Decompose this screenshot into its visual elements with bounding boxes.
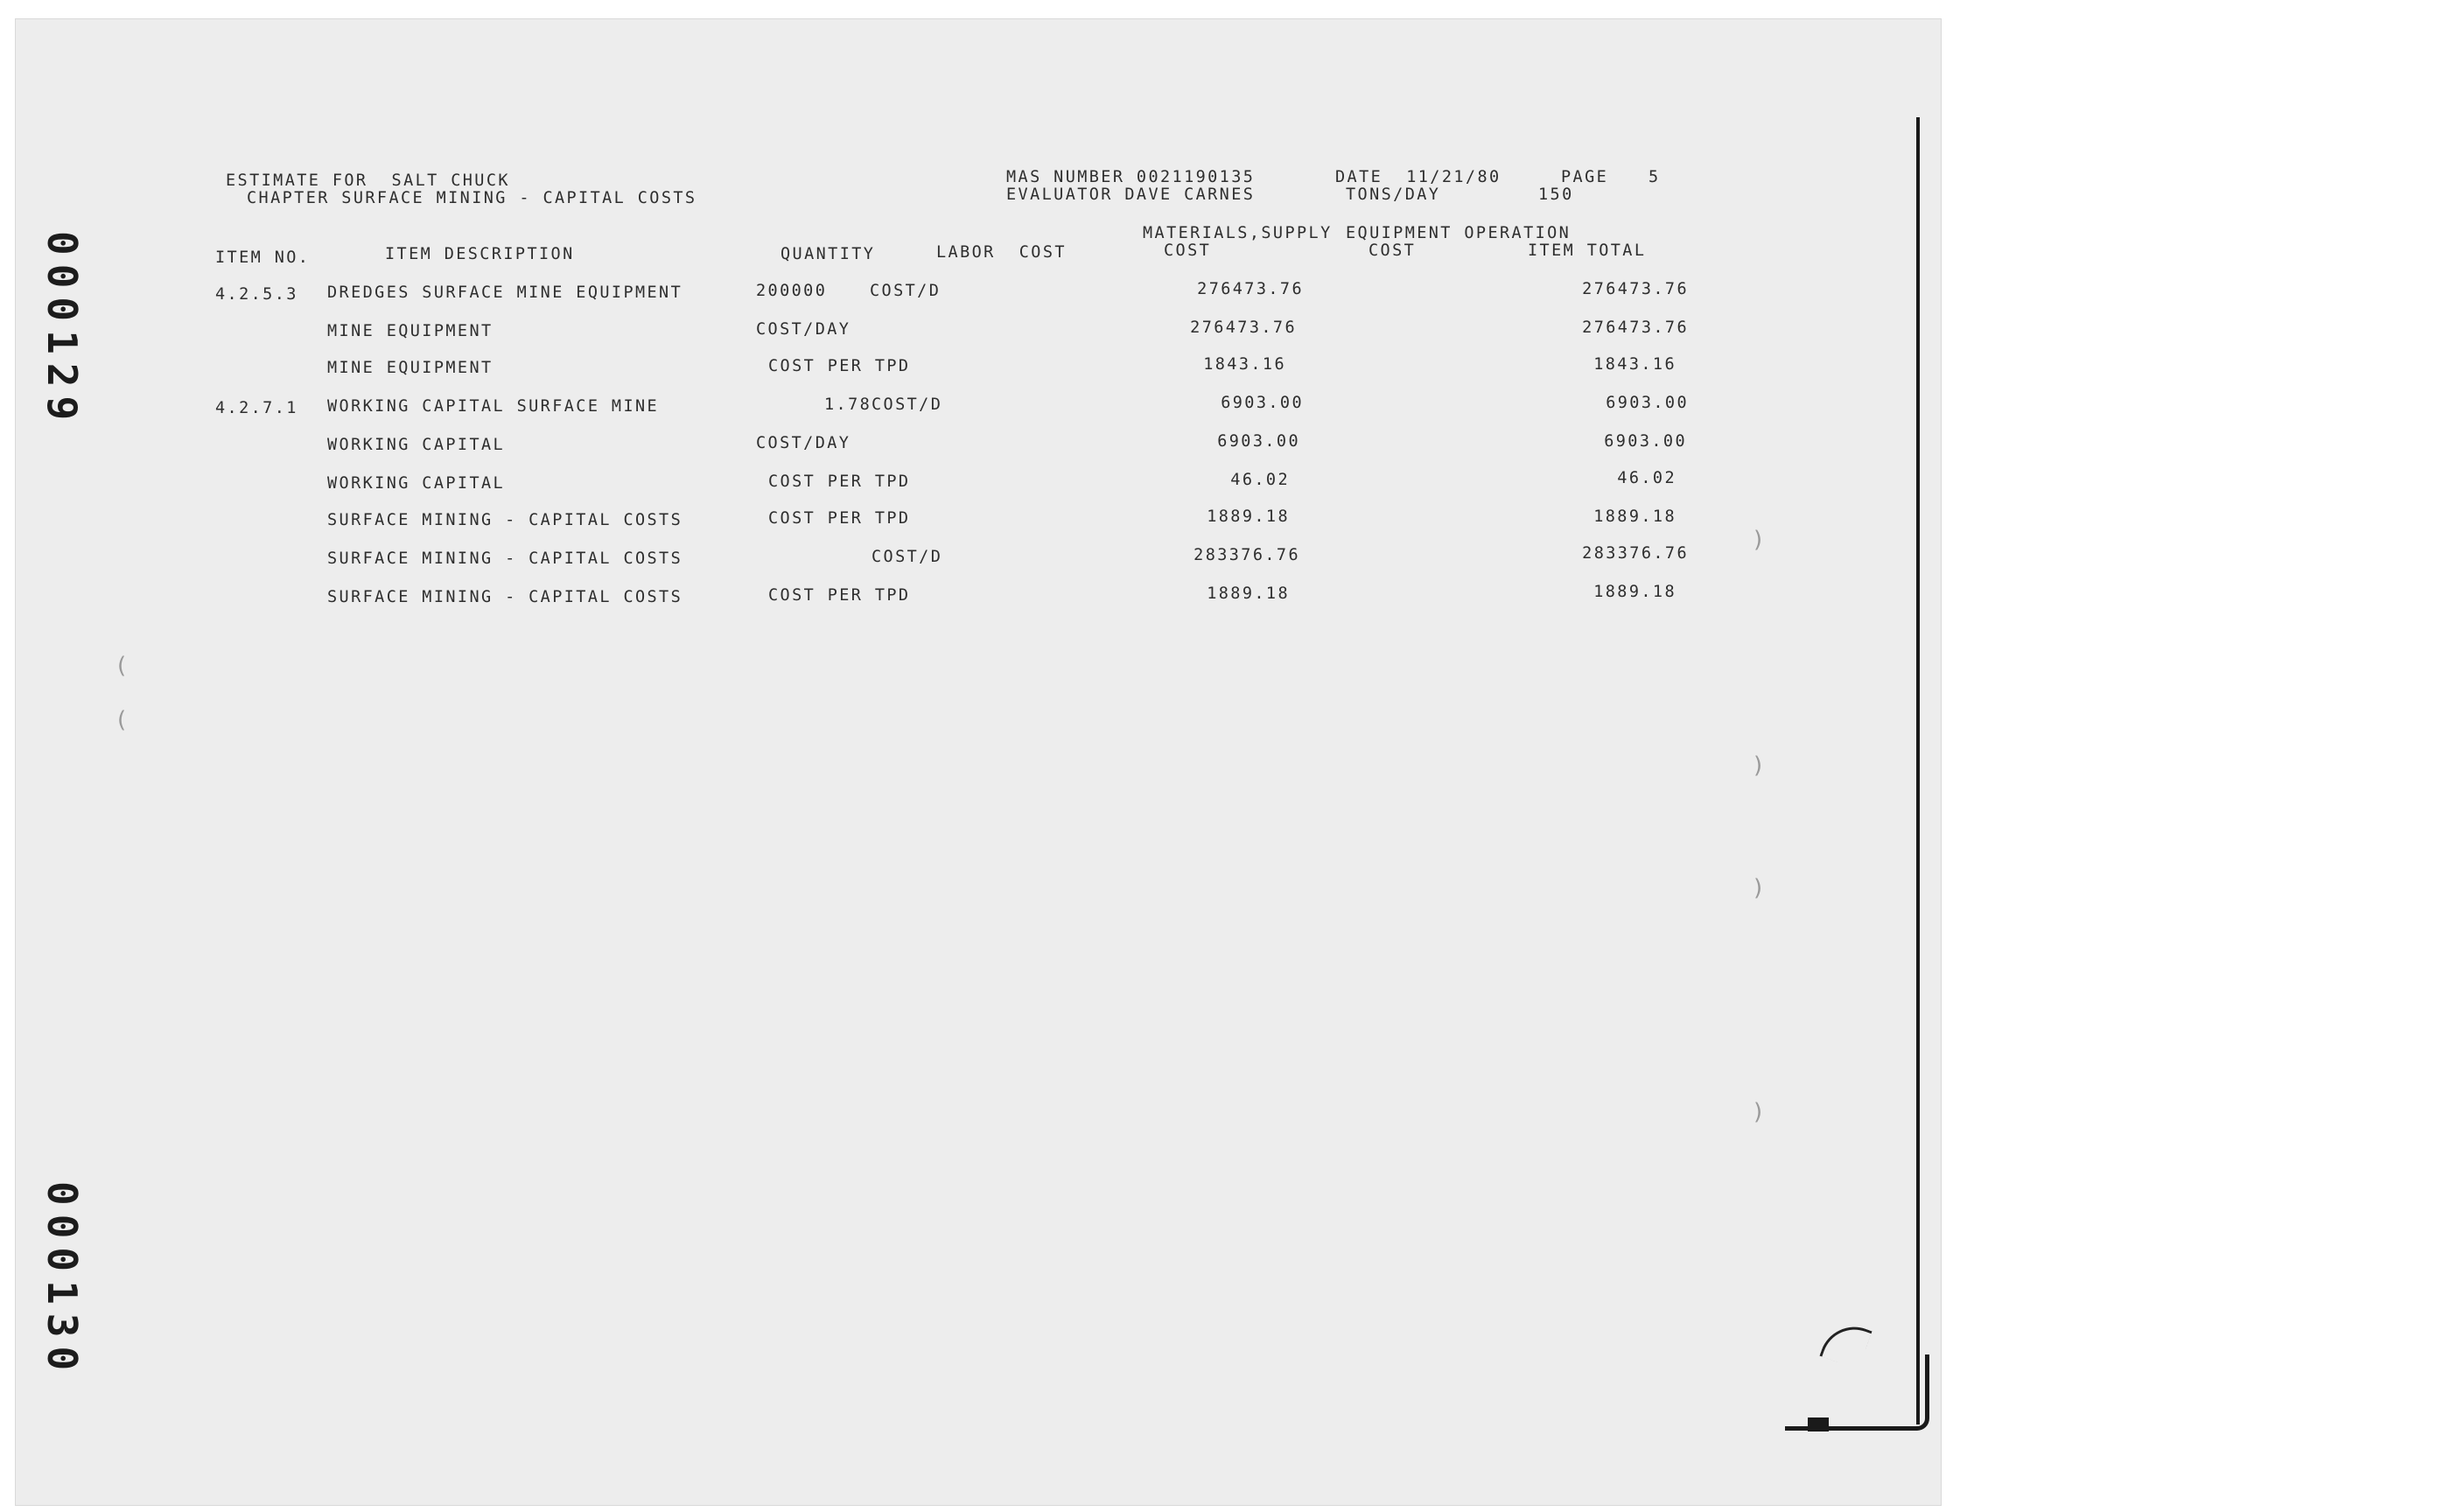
row-unit: COST/D — [870, 282, 942, 300]
row-unit: COST/DAY — [756, 434, 851, 452]
row-materials-cost: 283376.76 — [1194, 546, 1300, 564]
tons-day-value: 150 — [1538, 186, 1574, 204]
row-item-total: 276473.76 — [1582, 280, 1689, 298]
row-item-no: 4.2.7.1 — [215, 399, 298, 417]
col-materials-line1: MATERIALS,SUPPLY — [1143, 224, 1333, 242]
evaluator: EVALUATOR DAVE CARNES — [1006, 186, 1256, 204]
hole-mark: ) — [1754, 875, 1763, 901]
row-description: MINE EQUIPMENT — [327, 359, 494, 377]
corner-mark — [1785, 1354, 1929, 1431]
col-labor-cost: LABOR COST — [936, 243, 1067, 262]
row-materials-cost: 46.02 — [1230, 471, 1290, 489]
col-equipment-line1: EQUIPMENT OPERATION — [1346, 224, 1572, 242]
row-description: MINE EQUIPMENT — [327, 322, 494, 340]
row-quantity: 1.78 — [824, 396, 872, 414]
row-unit: COST PER TPD — [768, 586, 911, 605]
row-materials-cost: 6903.00 — [1217, 432, 1300, 451]
row-description: SURFACE MINING - CAPITAL COSTS — [327, 511, 683, 529]
row-item-total: 1889.18 — [1593, 583, 1676, 601]
row-item-total: 1889.18 — [1593, 508, 1676, 526]
row-item-total: 283376.76 — [1582, 544, 1689, 563]
row-unit: COST/D — [872, 548, 943, 566]
row-item-total: 46.02 — [1617, 469, 1676, 487]
row-quantity: 200000 — [756, 282, 828, 300]
col-quantity: QUANTITY — [780, 245, 876, 263]
hole-mark: ( — [117, 653, 127, 679]
mas-number: MAS NUMBER 0021190135 — [1006, 168, 1256, 186]
hole-mark: ) — [1754, 527, 1763, 553]
row-item-total: 276473.76 — [1582, 318, 1689, 337]
row-description: SURFACE MINING - CAPITAL COSTS — [327, 550, 683, 568]
row-unit: COST/DAY — [756, 320, 851, 339]
col-item-description: ITEM DESCRIPTION — [385, 245, 575, 263]
row-item-total: 1843.16 — [1593, 355, 1676, 374]
row-materials-cost: 1889.18 — [1207, 508, 1290, 526]
row-unit: COST/D — [872, 396, 943, 414]
col-item-no: ITEM NO. — [215, 248, 311, 267]
row-description: SURFACE MINING - CAPITAL COSTS — [327, 588, 683, 606]
scanned-page — [16, 19, 1941, 1505]
row-materials-cost: 1889.18 — [1207, 584, 1290, 603]
row-description: DREDGES SURFACE MINE EQUIPMENT — [327, 284, 683, 302]
col-materials-line2: COST — [1164, 242, 1212, 260]
estimate-for: ESTIMATE FOR SALT CHUCK — [226, 172, 510, 190]
row-unit: COST PER TPD — [768, 472, 911, 491]
chapter-title: CHAPTER SURFACE MINING - CAPITAL COSTS — [247, 189, 697, 207]
stamp-number-bottom: 000130 — [38, 1181, 86, 1380]
hole-mark: ) — [1754, 752, 1763, 779]
row-description: WORKING CAPITAL — [327, 474, 506, 493]
row-description: WORKING CAPITAL — [327, 436, 506, 454]
stamp-number-top: 000129 — [38, 231, 86, 430]
page-label: PAGE — [1561, 168, 1609, 186]
corner-block — [1808, 1418, 1829, 1432]
row-materials-cost: 1843.16 — [1203, 355, 1286, 374]
row-item-total: 6903.00 — [1604, 432, 1687, 451]
row-materials-cost: 276473.76 — [1197, 280, 1304, 298]
page-number: 5 — [1648, 168, 1661, 186]
row-item-no: 4.2.5.3 — [215, 285, 298, 304]
page-edge — [1916, 117, 1920, 1424]
tons-day-label: TONS/DAY — [1346, 186, 1441, 204]
hole-mark: ( — [117, 707, 127, 733]
row-unit: COST PER TPD — [768, 357, 911, 375]
col-item-total: ITEM TOTAL — [1528, 242, 1647, 260]
row-item-total: 6903.00 — [1606, 394, 1689, 412]
date: DATE 11/21/80 — [1335, 168, 1502, 186]
hole-mark: ) — [1754, 1099, 1763, 1125]
row-materials-cost: 6903.00 — [1221, 394, 1304, 412]
row-materials-cost: 276473.76 — [1190, 318, 1297, 337]
row-description: WORKING CAPITAL SURFACE MINE — [327, 397, 660, 416]
row-unit: COST PER TPD — [768, 509, 911, 528]
col-equipment-line2: COST — [1368, 242, 1417, 260]
